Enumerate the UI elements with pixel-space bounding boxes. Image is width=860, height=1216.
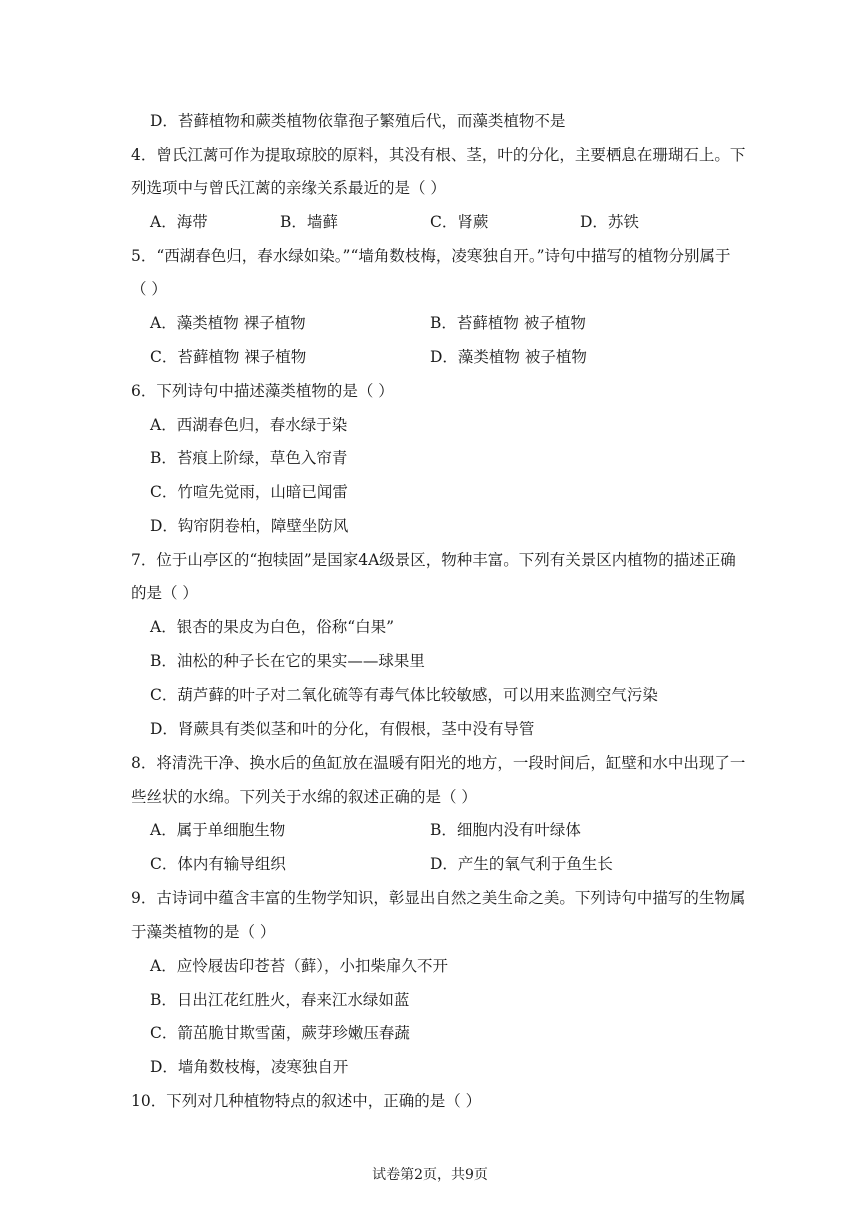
q6-option-a: A．西湖春色归，春水绿于染 [150,416,348,434]
q4-option-d: D．苏铁 [580,213,639,231]
q4-stem: 4．曾氏江蓠可作为提取琼胶的原料，其没有根、茎，叶的分化，主要栖息在珊瑚石上。下 [131,146,746,164]
q9-stem: 9．古诗词中蕴含丰富的生物学知识，彰显出自然之美生命之美。下列诗句中描写的生物属 [131,889,746,907]
q9-option-a: A．应怜屐齿印苍苔（藓），小扣柴扉久不开 [150,957,448,975]
q8-stem-cont: 些丝状的水绵。下列关于水绵的叙述正确的是（ ） [131,788,477,806]
q4-stem-cont: 列选项中与曾氏江蓠的亲缘关系最近的是（ ） [131,179,446,197]
q5-option-a: A．藻类植物 裸子植物 [150,314,306,332]
q3-option-d: D．苔藓植物和蕨类植物依靠孢子繁殖后代，而藻类植物不是 [150,112,566,130]
q7-stem-cont: 的是（ ） [131,584,198,602]
q6-stem: 6．下列诗句中描述藻类植物的是（ ） [131,382,394,400]
q9-option-b: B．日出江花红胜火，春来江水绿如蓝 [150,991,410,1009]
q7-option-c: C．葫芦藓的叶子对二氧化硫等有毒气体比较敏感，可以用来监测空气污染 [150,686,658,704]
q8-option-d: D．产生的氧气利于鱼生长 [430,855,613,873]
q9-stem-cont: 于藻类植物的是（ ） [131,923,276,941]
q9-option-c: C．箭茁脆甘欺雪菌，蕨芽珍嫩压春蔬 [150,1024,410,1042]
q7-option-a: A．银杏的果皮为白色，俗称“白果” [150,618,395,636]
q8-option-a: A．属于单细胞生物 [150,821,286,839]
q5-option-d: D．藻类植物 被子植物 [430,348,587,366]
q4-option-a: A．海带 [150,213,208,231]
q8-option-c: C．体内有输导组织 [150,855,286,873]
q5-option-b: B．苔藓植物 被子植物 [430,314,586,332]
page-footer: 试卷第2页，共9页 [372,1167,488,1183]
q6-option-b: B．苔痕上阶绿，草色入帘青 [150,449,348,467]
q7-option-d: D．肾蕨具有类似茎和叶的分化，有假根，茎中没有导管 [150,720,535,738]
q10-stem: 10．下列对几种植物特点的叙述中，正确的是（ ） [131,1092,482,1110]
q4-option-c: C．肾蕨 [430,213,489,231]
q6-option-c: C．竹喧先觉雨，山暗已闻雷 [150,483,348,501]
q5-option-c: C．苔藓植物 裸子植物 [150,348,307,366]
q4-option-b: B．墙藓 [280,213,338,231]
q8-stem: 8．将清洗干净、换水后的鱼缸放在温暖有阳光的地方，一段时间后，缸壁和水中出现了一 [131,754,746,772]
q9-option-d: D．墙角数枝梅，凌寒独自开 [150,1058,349,1076]
q6-option-d: D．钩帘阴卷柏，障壁坐防风 [150,517,349,535]
q5-stem-cont: （ ） [131,280,167,298]
q8-option-b: B．细胞内没有叶绿体 [430,821,581,839]
q5-stem: 5．“西湖春色归，春水绿如染。”“墙角数枝梅，凌寒独自开。”诗句中描写的植物分别属于 [131,247,731,265]
q7-stem: 7．位于山亭区的“抱犊固”是国家4A级景区，物种丰富。下列有关景区内植物的描述正确 [131,551,736,569]
q7-option-b: B．油松的种子长在它的果实——球果里 [150,652,425,670]
